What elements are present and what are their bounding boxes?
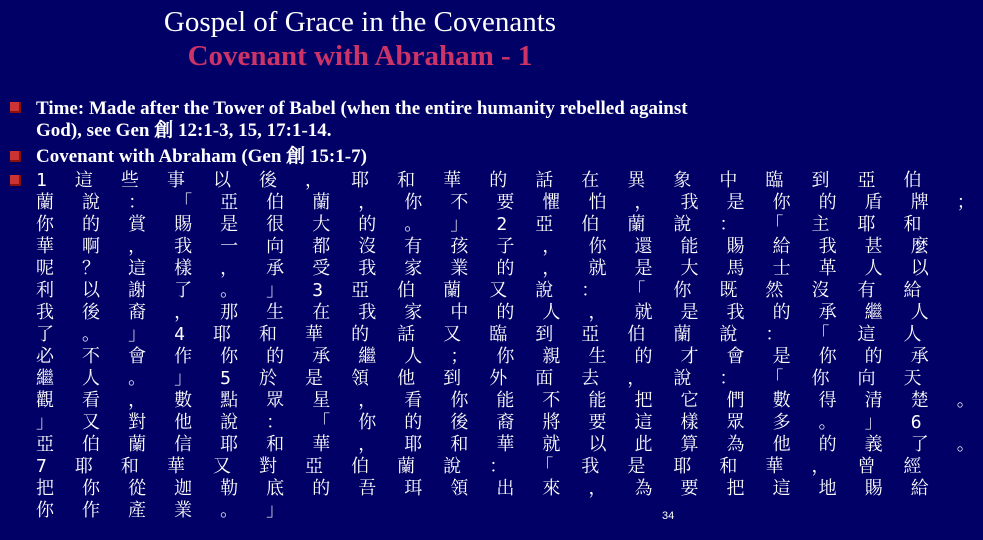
scripture-line: 華 啊 ， 我 一 向 都 沒 有 孩 子 ， 你 還 能 賜 給 我 甚 麼: [36, 236, 938, 257]
scripture-line: 你 作 產 業 。 」: [36, 500, 293, 521]
bullet-covenant: Covenant with Abraham (Gen 創 15:1-7): [36, 146, 367, 167]
scripture-line: 」 又 對 他 說 ： 「 你 的 後 裔 將 要 這 樣 眾 多 。 」 6: [36, 412, 931, 433]
scripture-line: 把 你 從 迦 勒 底 的 吾 珥 領 出 來 ， 為 要 把 這 地 賜 給: [36, 478, 938, 499]
scripture-line: 你 的 賞 賜 是 很 大 的 。 」 2 亞 伯 蘭 說 ： 「 主 耶 和: [36, 214, 931, 235]
scripture-line: 觀 看 ， 數 點 眾 星 ， 看 你 能 不 能 把 它 們 數 得 清 楚 。: [36, 390, 983, 411]
scripture-line: 我 後 裔 ， 那 生 在 我 家 中 的 人 ， 就 是 我 的 承 繼 人: [36, 302, 938, 323]
bullet-time: Time: Made after the Tower of Babel (when the entire humanity rebelled against God), see Gen 創 12:1-3, 15, 17:1-14.: [36, 98, 688, 141]
scripture-line: 7 耶 和 華 又 對 亞 伯 蘭 說 ： 「 我 是 耶 和 華 ， 曾 經: [36, 456, 931, 477]
bullet-marker-icon: [10, 102, 21, 113]
scripture-line: 必 不 會 作 你 的 承 繼 人 ； 你 親 生 的 才 會 是 你 的 承: [36, 346, 938, 367]
bullet-marker-icon: [10, 175, 21, 186]
scripture-line: 繼 人 。 」 5 於 是 領 他 到 外 面 去 ， 說 ： 「 你 向 天: [36, 368, 931, 389]
scripture-line: 蘭 說 ： 「 亞 伯 蘭 ， 你 不 要 懼 怕 ， 我 是 你 的 盾 牌 ；: [36, 192, 983, 213]
scripture-line: 呢 ？ 這 樣 ， 承 受 我 家 業 的 ， 就 是 大 馬 士 革 人 以: [36, 258, 938, 279]
scripture-line: 利 以 謝 了 。 」 3 亞 伯 蘭 又 說 ： 「 你 既 然 沒 有 給: [36, 280, 931, 301]
page-number: 34: [662, 510, 675, 522]
scripture-line: 亞 伯 蘭 信 耶 和 華 ， 耶 和 華 就 以 此 算 為 他 的 義 了 。: [36, 434, 983, 455]
slide-title: Gospel of Grace in the Covenants: [163, 6, 557, 38]
scripture-text: [36, 170, 983, 522]
bullet-marker-icon: [10, 151, 21, 162]
scripture-line: 1 這 些 事 以 後 ， 耶 和 華 的 話 在 異 象 中 臨 到 亞 伯: [36, 170, 931, 191]
scripture-line: 了 。 」 4 耶 和 華 的 話 又 臨 到 亞 伯 蘭 說 ： 「 這 人: [36, 324, 931, 345]
slide-subtitle: Covenant with Abraham - 1: [187, 40, 533, 72]
